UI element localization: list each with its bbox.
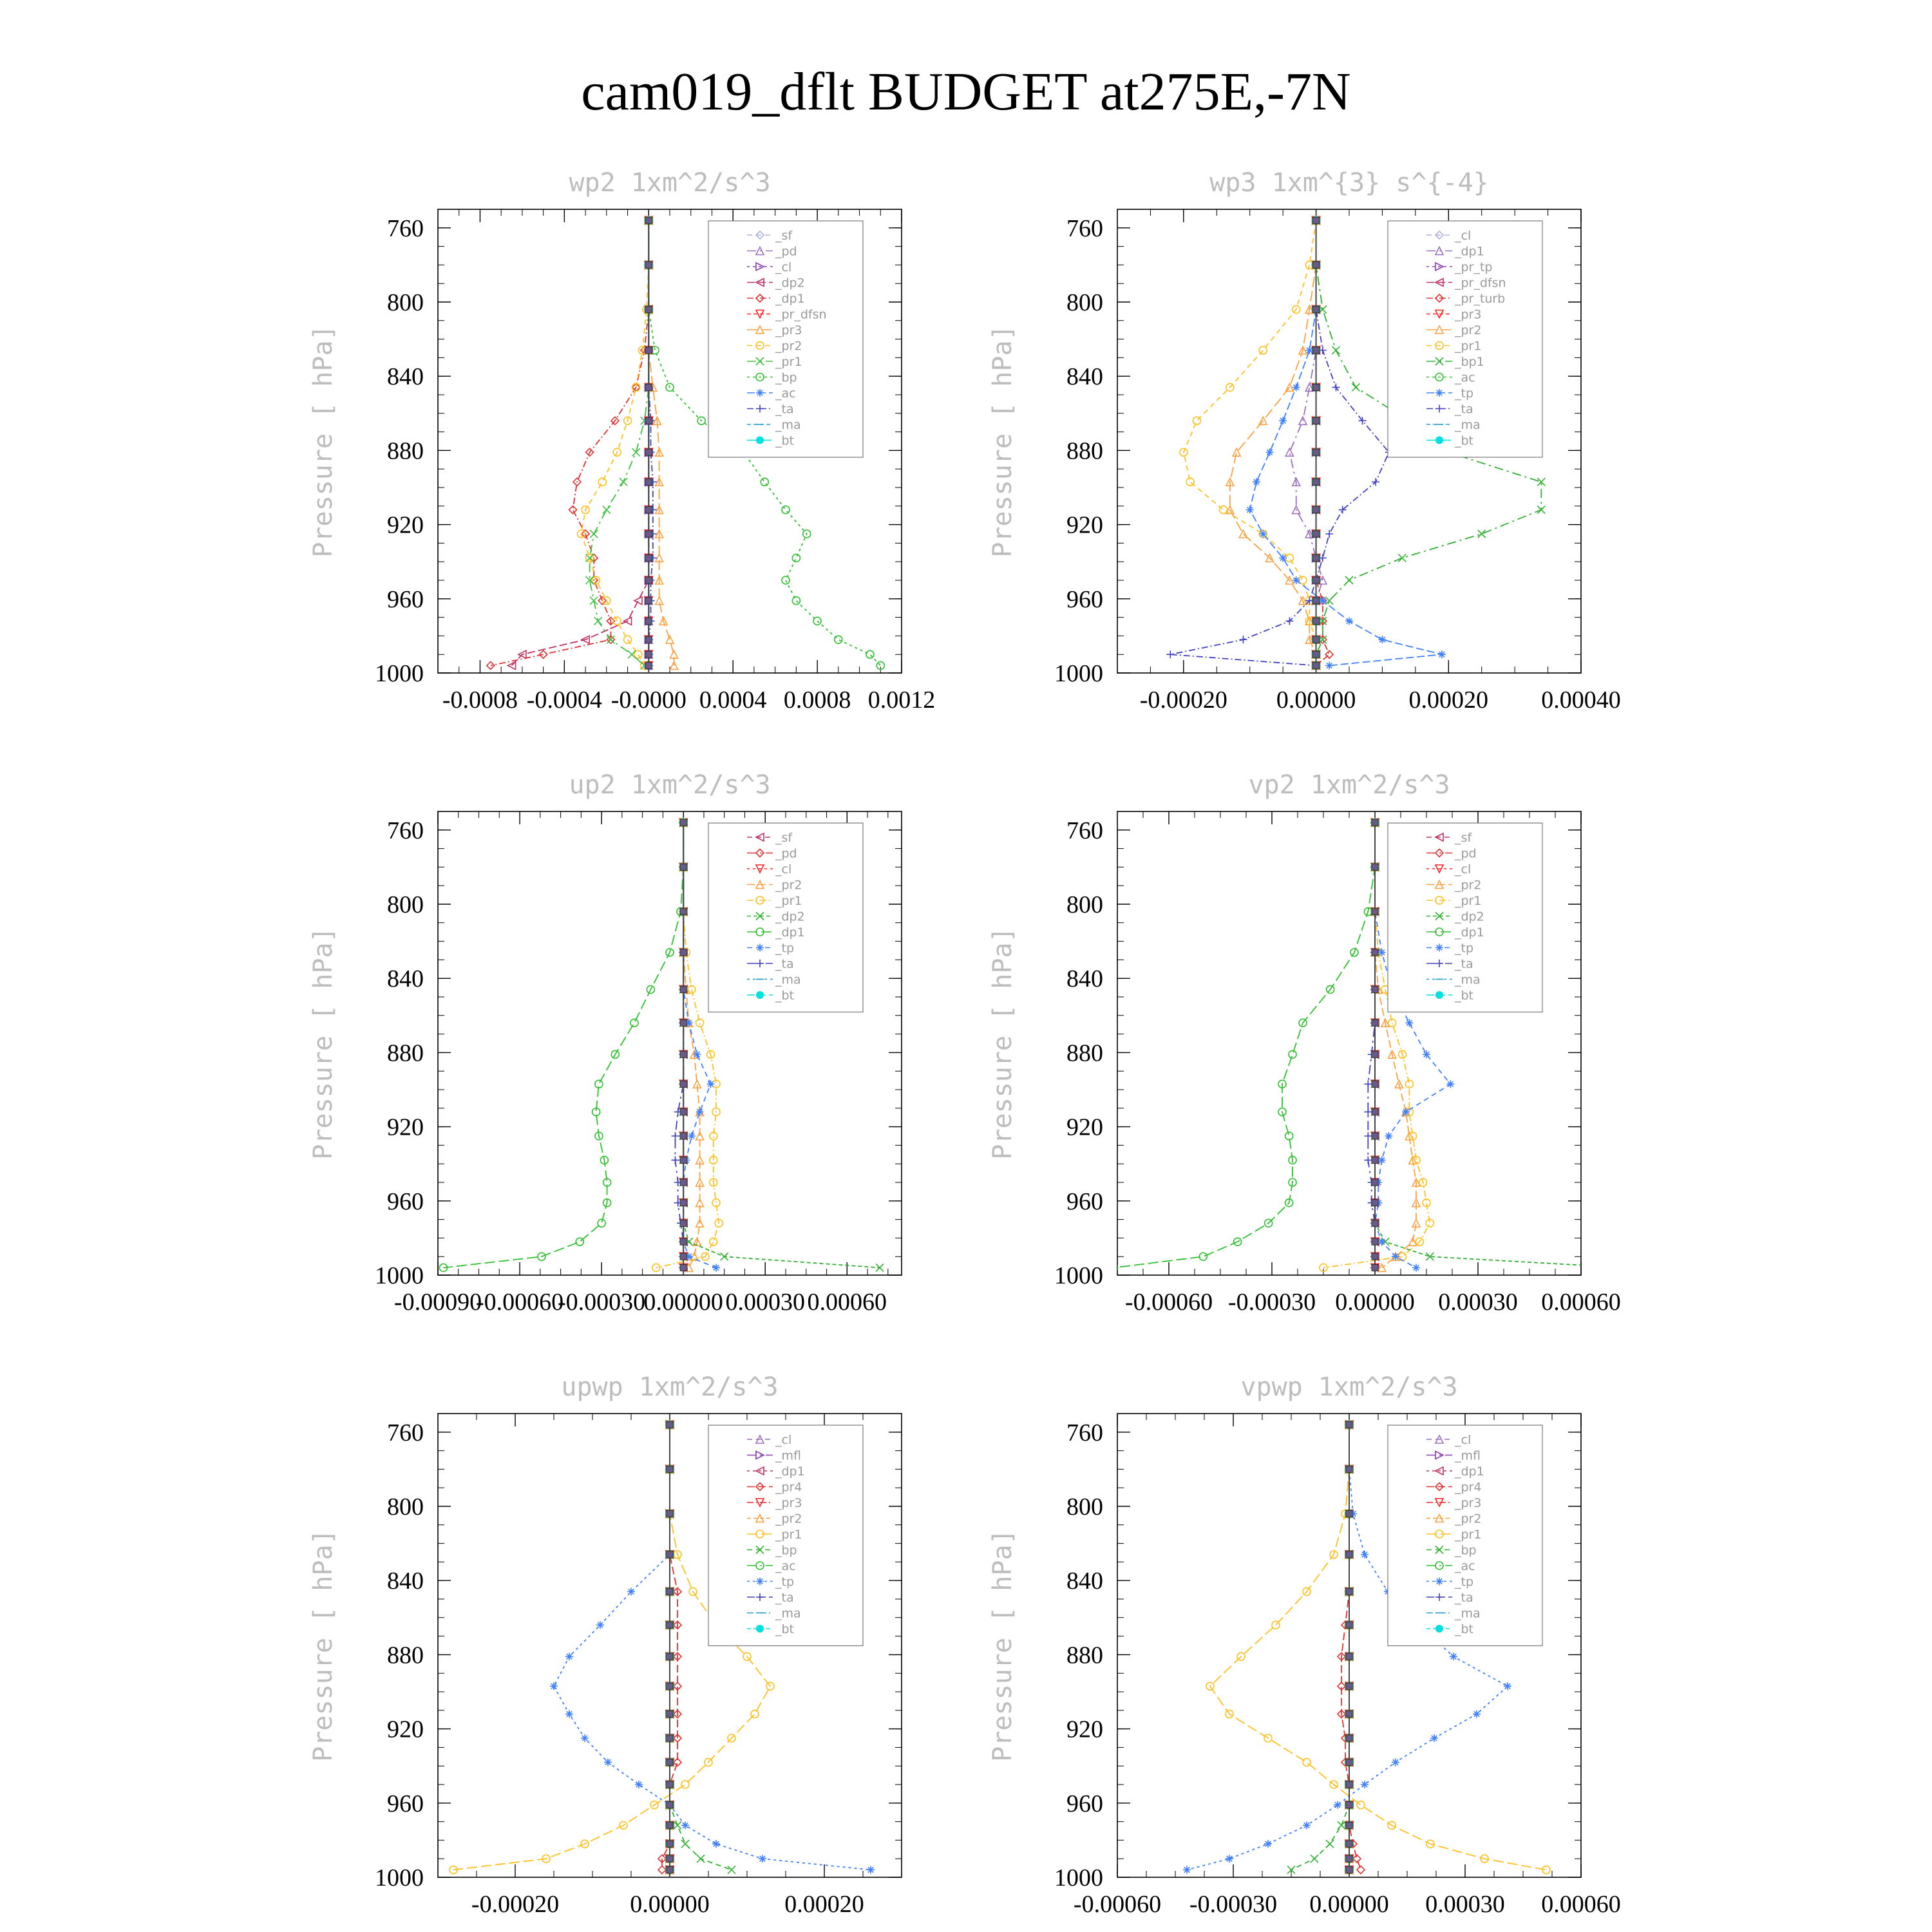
- x-tick-label: 0.0004: [699, 687, 767, 714]
- legend-label: _ma: [775, 1606, 801, 1621]
- y-tick-label: 800: [1066, 891, 1103, 918]
- legend-label: _pr2: [1455, 878, 1482, 893]
- legend-label: _sf: [1455, 831, 1472, 845]
- y-axis-label: Pressure [ hPa]: [988, 1529, 1018, 1762]
- y-tick-label: 800: [387, 1493, 424, 1520]
- legend-label: _cl: [1455, 862, 1472, 876]
- y-tick-label: 1000: [375, 1864, 424, 1891]
- legend-label: _dp1: [1455, 925, 1484, 940]
- chart-panel-4: [988, 770, 1629, 1316]
- legend-label: _bt: [1455, 989, 1474, 1003]
- y-tick-label: 960: [1066, 1790, 1103, 1817]
- legend-label: _pr1: [1455, 339, 1482, 354]
- y-tick-label: 880: [387, 1642, 424, 1669]
- x-tick-label: 0.00000: [630, 1891, 710, 1918]
- legend: [708, 823, 863, 1012]
- legend-label: _ta: [775, 402, 794, 417]
- series-markers_dp1: [487, 216, 652, 669]
- series-line_dp1: [1114, 822, 1375, 1267]
- legend-label: _ta: [1455, 957, 1473, 971]
- y-tick-label: 1000: [1054, 1864, 1103, 1891]
- y-tick-label: 1000: [1054, 660, 1103, 687]
- y-tick-label: 1000: [1054, 1262, 1103, 1289]
- chart-panel-5: [308, 1372, 902, 1918]
- x-tick-label: -0.0004: [526, 687, 602, 714]
- legend-label: _pr_dfsn: [1455, 276, 1506, 290]
- legend-label: _pr1: [775, 355, 802, 369]
- legend-label: _cl: [1455, 1433, 1472, 1447]
- legend-label: _ac: [775, 386, 796, 401]
- legend-label: _pr_tp: [1455, 260, 1493, 274]
- y-tick-label: 840: [1066, 363, 1103, 391]
- legend-label: _sf: [775, 831, 793, 845]
- x-tick-label: -0.0008: [442, 687, 518, 714]
- panel-title: wp2 1xm^2/s^3: [569, 168, 771, 198]
- x-tick-label: -0.00020: [471, 1891, 560, 1918]
- series-line_dp2: [512, 220, 649, 665]
- y-tick-label: 960: [387, 585, 424, 613]
- x-tick-label: 0.00030: [1425, 1891, 1505, 1918]
- legend-label: _ta: [775, 1591, 794, 1605]
- y-axis-label: Pressure [ hPa]: [308, 325, 338, 558]
- x-tick-label: -0.00030: [1189, 1891, 1278, 1918]
- chart-panel-3: [308, 770, 902, 1316]
- legend-label: _pd: [1455, 846, 1477, 861]
- chart-panel-6: [988, 1372, 1621, 1918]
- legend-label: _dp1: [1455, 244, 1484, 259]
- legend-label: _pr3: [1455, 307, 1482, 322]
- legend-label: _cl: [1455, 229, 1472, 243]
- panel-title: vp2 1xm^2/s^3: [1248, 770, 1450, 800]
- legend-label: _bt: [775, 433, 795, 448]
- legend-label: _pr3: [1455, 1496, 1482, 1510]
- legend-label: _bp1: [1455, 355, 1484, 369]
- y-tick-label: 760: [1066, 214, 1103, 242]
- x-tick-label: 0.00000: [643, 1289, 723, 1316]
- x-tick-label: 0.00060: [1541, 1289, 1621, 1316]
- x-tick-label: 0.00040: [1541, 687, 1621, 714]
- legend: [708, 1425, 863, 1646]
- legend-label: _dp1: [1455, 1464, 1484, 1479]
- x-tick-label: 0.00000: [1309, 1891, 1389, 1918]
- legend-label: _cl: [775, 1433, 792, 1447]
- x-tick-label: 0.00000: [1276, 687, 1356, 714]
- y-tick-label: 880: [1066, 437, 1103, 465]
- y-tick-label: 1000: [375, 660, 424, 687]
- legend-label: _bt: [1455, 1622, 1474, 1636]
- y-axis-label: Pressure [ hPa]: [988, 927, 1018, 1160]
- x-tick-label: 0.00030: [725, 1289, 805, 1316]
- x-tick-label: 0.0008: [783, 687, 851, 714]
- legend-label: _pr1: [1455, 1528, 1482, 1542]
- x-tick-label: 0.00030: [1438, 1289, 1518, 1316]
- legend-label: _ma: [775, 972, 801, 987]
- legend-label: _bt: [775, 989, 795, 1003]
- legend-label: _pr2: [775, 878, 802, 893]
- y-tick-label: 1000: [375, 1262, 424, 1289]
- series-markers_dp1: [439, 819, 687, 1271]
- y-tick-label: 840: [1066, 965, 1103, 993]
- y-axis-label: Pressure [ hPa]: [308, 927, 338, 1160]
- y-tick-label: 840: [1066, 1567, 1103, 1595]
- series-markers_pr2: [578, 216, 653, 669]
- x-tick-label: 0.00020: [784, 1891, 864, 1918]
- x-tick-label: -0.00060: [475, 1289, 564, 1316]
- legend-label: _pr_turb: [1455, 292, 1506, 306]
- series-markers_bp: [1287, 1421, 1353, 1873]
- y-tick-label: 920: [1066, 1113, 1103, 1141]
- legend-label: _pr_dfsn: [775, 307, 827, 322]
- legend-label: _ac: [1455, 1559, 1475, 1573]
- x-tick-label: 0.00060: [1541, 1891, 1621, 1918]
- series-group: [1110, 819, 1630, 1275]
- legend-label: _tp: [775, 1575, 795, 1589]
- x-tick-label: -0.00060: [1073, 1891, 1162, 1918]
- legend-label: _tp: [1455, 386, 1474, 401]
- legend-label: _dp2: [775, 276, 805, 290]
- series-markers_pr1: [586, 216, 653, 669]
- legend-label: _pr2: [1455, 1511, 1482, 1526]
- y-tick-label: 960: [1066, 585, 1103, 613]
- legend-label: _pr2: [775, 1511, 802, 1526]
- series-markers_pr1: [1180, 216, 1320, 669]
- series-markers_dp1: [1110, 819, 1379, 1271]
- y-axis-label: Pressure [ hPa]: [988, 325, 1018, 558]
- x-tick-label: 0.00060: [807, 1289, 887, 1316]
- legend-label: _bp: [775, 370, 797, 385]
- legend: [1388, 1425, 1542, 1646]
- legend: [1388, 823, 1542, 1012]
- y-tick-label: 800: [387, 891, 424, 918]
- x-tick-label: -0.00030: [558, 1289, 646, 1316]
- series-line_pr1: [1184, 220, 1316, 665]
- series-line_pr1: [590, 220, 649, 665]
- panel-title: up2 1xm^2/s^3: [569, 770, 771, 800]
- series-line_ta: [1170, 220, 1388, 665]
- series-markers_dp2: [508, 216, 653, 669]
- legend-label: _pr4: [775, 1480, 802, 1495]
- x-tick-label: -0.00060: [1124, 1289, 1213, 1316]
- y-tick-label: 960: [1066, 1188, 1103, 1215]
- x-tick-label: 0.00020: [1408, 687, 1489, 714]
- y-tick-label: 800: [387, 289, 424, 316]
- y-tick-label: 880: [1066, 1039, 1103, 1067]
- x-tick-label: 0.00000: [1335, 1289, 1415, 1316]
- legend-label: _pr2: [1455, 323, 1482, 337]
- legend-label: _tp: [775, 941, 795, 956]
- y-tick-label: 960: [387, 1188, 424, 1215]
- series-line_pr3: [649, 220, 674, 665]
- chart-panel-2: [988, 168, 1621, 714]
- x-tick-label: -0.00030: [1227, 1289, 1316, 1316]
- legend-label: _mfl: [1455, 1448, 1481, 1463]
- x-tick-label: -0.0000: [611, 687, 687, 714]
- legend-label: _pr2: [775, 339, 802, 354]
- y-tick-label: 920: [387, 1716, 424, 1743]
- y-tick-label: 760: [1066, 1419, 1103, 1446]
- legend-label: _cl: [775, 862, 792, 876]
- x-tick-label: -0.00090: [393, 1289, 482, 1316]
- legend: [708, 221, 863, 457]
- y-tick-label: 920: [387, 1113, 424, 1141]
- legend-label: _bp: [1455, 1543, 1477, 1558]
- legend-label: _ma: [1455, 418, 1481, 432]
- legend-label: _tp: [1455, 941, 1474, 956]
- legend-label: _pr1: [775, 894, 802, 908]
- panel-title: upwp 1xm^2/s^3: [561, 1372, 779, 1402]
- panel-title: vpwp 1xm^2/s^3: [1240, 1372, 1458, 1402]
- legend-label: _mfl: [775, 1448, 801, 1463]
- legend-label: _ma: [1455, 972, 1481, 987]
- y-tick-label: 840: [387, 965, 424, 993]
- y-tick-label: 920: [1066, 1716, 1103, 1743]
- panel-title: wp3 1xm^{3} s^{-4}: [1209, 168, 1489, 198]
- legend-label: _ac: [1455, 370, 1475, 385]
- legend-label: _ta: [1455, 1591, 1473, 1605]
- legend-label: _dp1: [775, 1464, 805, 1479]
- y-tick-label: 760: [387, 817, 424, 844]
- legend-label: _dp1: [775, 292, 805, 306]
- y-tick-label: 800: [1066, 1493, 1103, 1520]
- y-axis-label: Pressure [ hPa]: [308, 1529, 338, 1762]
- legend-label: _pd: [775, 846, 797, 861]
- y-tick-label: 840: [387, 363, 424, 391]
- y-tick-label: 760: [387, 1419, 424, 1446]
- legend-label: _pr1: [775, 1528, 802, 1542]
- y-tick-label: 880: [387, 1039, 424, 1067]
- legend-label: _sf: [775, 229, 793, 243]
- y-tick-label: 920: [1066, 511, 1103, 539]
- series-line_dp1: [444, 822, 684, 1267]
- legend-label: _tp: [1455, 1575, 1474, 1589]
- zero-profile-markers: [680, 819, 687, 1275]
- y-tick-label: 840: [387, 1567, 424, 1595]
- legend-label: _dp2: [775, 909, 805, 924]
- figure-title: cam019_dflt BUDGET at275E,-7N: [581, 62, 1351, 122]
- legend-label: _ma: [1455, 1606, 1481, 1621]
- legend-label: _pr3: [775, 323, 802, 337]
- y-tick-label: 960: [387, 1790, 424, 1817]
- y-tick-label: 760: [1066, 817, 1103, 844]
- legend-label: _bt: [775, 1622, 795, 1636]
- legend-label: _ta: [775, 957, 794, 971]
- legend-label: _dp2: [1455, 909, 1484, 924]
- series-markers_ta: [1166, 216, 1392, 669]
- legend-label: _ac: [775, 1559, 796, 1573]
- legend-label: _ta: [1455, 402, 1473, 417]
- y-tick-label: 760: [387, 214, 424, 242]
- y-tick-label: 920: [387, 511, 424, 539]
- legend-label: _bt: [1455, 433, 1474, 448]
- chart-panel-1: [308, 168, 935, 714]
- legend-label: _pd: [775, 244, 797, 259]
- legend-label: _cl: [775, 260, 792, 274]
- legend-label: _pr4: [1455, 1480, 1482, 1495]
- legend-label: _pr3: [775, 1496, 802, 1510]
- x-tick-label: 0.0012: [867, 687, 936, 714]
- legend-label: _ma: [775, 418, 801, 432]
- x-tick-label: -0.00020: [1139, 687, 1227, 714]
- y-tick-label: 880: [1066, 1642, 1103, 1669]
- legend: [1388, 221, 1542, 457]
- legend-label: _bp: [775, 1543, 797, 1558]
- y-tick-label: 800: [1066, 289, 1103, 316]
- series-line_dp1: [491, 220, 649, 665]
- legend-label: _dp1: [775, 925, 805, 940]
- legend-label: _pr1: [1455, 894, 1482, 908]
- y-tick-label: 880: [387, 437, 424, 465]
